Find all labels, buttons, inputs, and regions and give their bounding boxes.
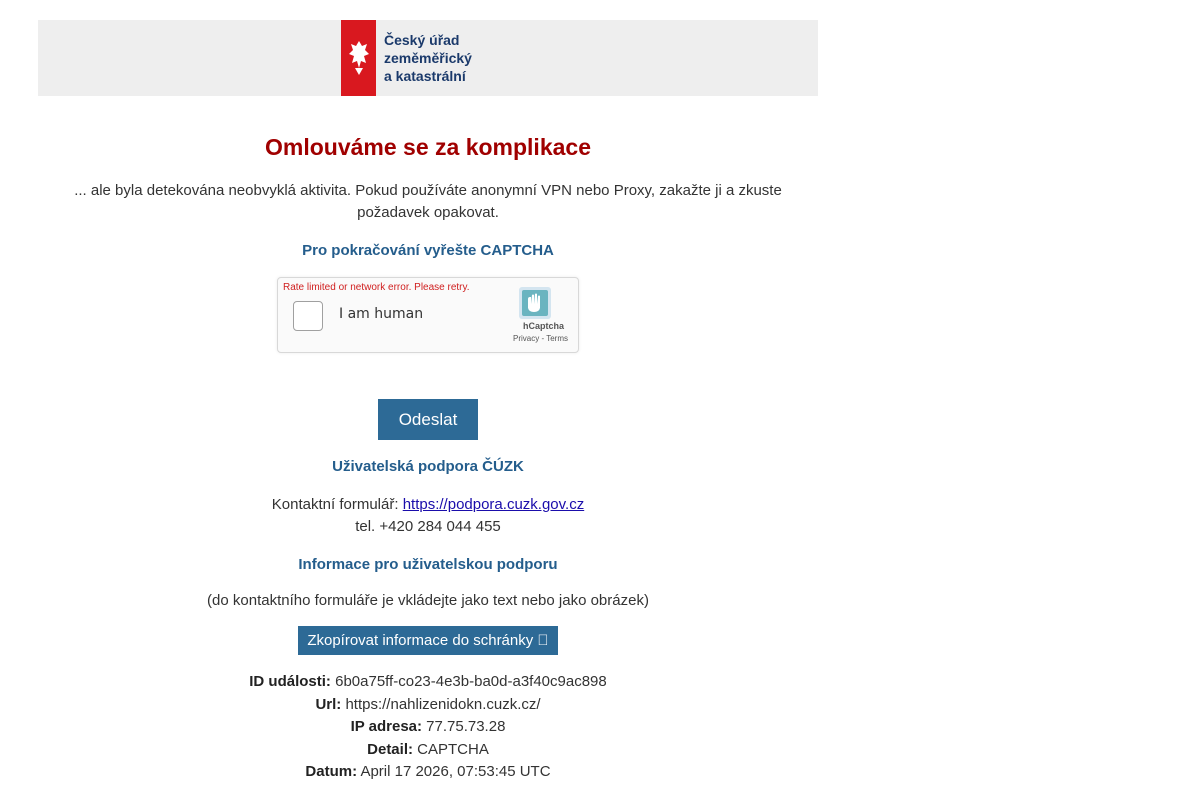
contact-form-link[interactable]: https://podpora.cuzk.gov.cz (402, 496, 585, 513)
captcha-error-text: Rate limited or network error. Please retry. (283, 282, 470, 293)
page-content (38, 20, 818, 784)
detail-value: 6b0a75ff-co23-4e3b-ba0d-a3f40c9ac898 (335, 673, 607, 690)
header-banner (38, 20, 818, 96)
captcha-checkbox[interactable] (293, 301, 323, 331)
captcha-links (513, 334, 568, 343)
hcaptcha-logo-icon (518, 286, 552, 320)
detail-label: Datum: (305, 763, 358, 780)
captcha-privacy-link[interactable]: Privacy (513, 334, 540, 343)
detail-label: Detail: (367, 740, 413, 758)
warning-message: ... ale byla detekována neobvyklá aktivita. Pokud používáte anonymní VPN nebo Proxy, zakažte ji a zkuste požadavek opakovat. (74, 182, 782, 221)
captcha-label: I am human (339, 306, 424, 322)
contact-info (38, 494, 818, 538)
detail-label: ID události: (249, 673, 331, 690)
contact-form-label: Kontaktní formulář: (271, 496, 403, 513)
detail-row (38, 716, 818, 739)
detail-row (38, 761, 818, 784)
page-title: Omlouváme se za komplikace (265, 134, 591, 160)
detail-row (38, 694, 818, 717)
detail-value: CAPTCHA (417, 740, 489, 758)
captcha-terms-link[interactable]: Terms (546, 334, 568, 343)
phone-number: tel. +420 284 044 455 (355, 518, 501, 535)
captcha-brand: hCaptcha (522, 321, 564, 331)
logo-line: zeměměřický (384, 50, 472, 66)
captcha-heading: Pro pokračování vyřešte CAPTCHA (302, 242, 554, 259)
support-heading: Uživatelská podpora ČÚZK (332, 458, 524, 475)
submit-button[interactable]: Odeslat (378, 399, 478, 440)
detail-label: Url: (315, 695, 342, 713)
detail-row (38, 739, 818, 762)
captcha-links-separator: - (539, 334, 547, 343)
info-note: (do kontaktního formuláře je vkládejte jako text nebo jako obrázek) (207, 592, 649, 609)
logo-line: a katastrální (384, 68, 466, 84)
detail-row (38, 671, 818, 694)
logo-text (384, 31, 472, 85)
cuzk-logo[interactable] (341, 20, 472, 96)
info-heading: Informace pro uživatelskou podporu (298, 556, 558, 573)
detail-value: 77.75.73.28 (426, 718, 506, 735)
lion-emblem-icon (341, 20, 376, 96)
detail-value: April 17 2026, 07:53:45 UTC (360, 763, 551, 780)
hcaptcha-widget[interactable] (277, 277, 579, 353)
detail-label: IP adresa: (350, 718, 422, 735)
copy-info-button[interactable]: Zkopírovat informace do schránky (298, 626, 557, 655)
detail-value: https://nahlizenidokn.cuzk.cz/ (345, 695, 541, 713)
event-details (38, 671, 818, 784)
logo-line: Český úřad (384, 32, 460, 48)
